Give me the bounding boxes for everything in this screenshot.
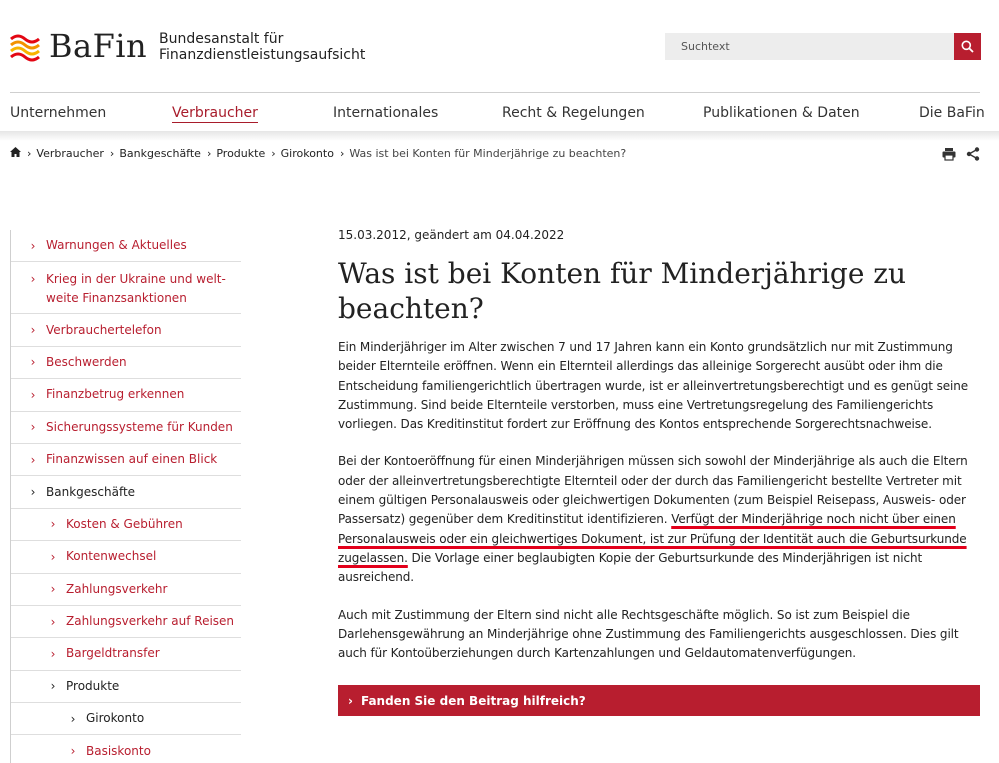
nav-item-internationales[interactable]: Internationales <box>333 105 439 121</box>
breadcrumb-separator: › <box>206 147 212 160</box>
sidebar-item-label: Bankgeschäfte <box>46 484 136 499</box>
breadcrumb-item-verbraucher[interactable]: Verbraucher <box>36 147 104 160</box>
article <box>338 228 980 663</box>
breadcrumb-item-bankgeschaefte[interactable]: Bankgeschäfte <box>119 147 201 160</box>
nav-item-die-bafin[interactable]: Die BaFin <box>919 105 985 121</box>
sidebar-item-label: Zahlungsverkehr auf Reisen <box>66 614 235 629</box>
sidebar-item-label: Kosten & Gebühren <box>66 516 183 531</box>
sidebar-item-zahlungsverkehr-reisen[interactable] <box>11 606 241 638</box>
search-bar <box>665 33 981 60</box>
sidebar-item-label: Girokonto <box>86 711 145 726</box>
article-paragraph-3: Auch mit Zustimmung der Eltern sind nicht alle Rechtsgeschäfte möglich. So ist zum Beispiel die Darlehensgewährung an Minderjährige ohne Zustimmung des Familiengerichts ausgeschlossen. Dies gilt auch für Kontoüberziehungen durch Kartenzahlungen und Geldautomatenverfügungen. <box>338 607 959 661</box>
breadcrumb-item-girokonto[interactable]: Girokonto <box>280 147 334 160</box>
chevron-right-icon: › <box>30 452 36 467</box>
sidebar-item-label <box>46 270 226 308</box>
sidebar-item-label: Beschwerden <box>46 354 127 369</box>
chevron-right-icon: › <box>50 646 56 661</box>
share-icon[interactable] <box>966 147 980 161</box>
sidebar-item-basiskonto[interactable] <box>11 735 241 763</box>
page-tools <box>942 147 980 161</box>
breadcrumb-current-page: Was ist bei Konten für Minderjährige zu beachten? <box>349 147 627 160</box>
bafin-logo[interactable] <box>9 27 148 65</box>
highlighted-sentence: Verfügt der Minderjährige noch nicht über einen Personalausweis oder ein gleichwertiges Dokument, ist zur Prüfung der Identität auch die Geburtsurkunde zugelassen. <box>338 512 967 565</box>
sidebar-item-finanzbetrug-erkennen[interactable] <box>11 379 241 411</box>
chevron-right-icon: › <box>30 272 36 287</box>
sidebar-item-label: Sicherungssysteme für Kunden <box>46 419 233 434</box>
sidebar-item-kontenwechsel[interactable] <box>11 541 241 573</box>
sidebar-item-label: Verbrauchertelefon <box>46 322 162 337</box>
feedback-toggle-button[interactable] <box>338 685 980 716</box>
page-title: Was ist bei Konten für Minderjährige zu beachten? <box>338 257 907 325</box>
bafin-logo-mark <box>9 30 41 62</box>
sidebar-item-label: Warnungen & Aktuelles <box>46 238 187 253</box>
nav-item-verbraucher[interactable]: Verbraucher <box>172 105 258 121</box>
breadcrumb-separator: › <box>271 147 276 160</box>
logo-subtitle <box>159 31 365 63</box>
chevron-right-icon: › <box>30 420 36 435</box>
chevron-right-icon: › <box>30 238 36 253</box>
breadcrumb-separator: › <box>27 147 32 160</box>
sidebar-item-kosten-gebuehren[interactable] <box>11 509 241 541</box>
logo-wordmark: BaFin <box>49 27 148 65</box>
article-paragraph-1: Ein Minderjähriger im Alter zwischen 7 und 17 Jahren kann ein Konto grundsätzlich nur mit Zustimmung beider Elternteile eröffnen. Wenn ein Elternteil allerdings das alleinige Sorgerecht ausübt oder ihm die Entscheidung familiengerichtlich übertragen wurde, ist er alleinvertretungsberechtigt und es genügt seine Zustimmung. Sind beide Elternteile verstorben, muss eine Vertretungsregelung des Familiengerichts vorliegen. Das Kreditinstitut fordert zur Eröffnung des Kontos entsprechende Sorgerechtsnachweise. <box>338 340 969 432</box>
sidebar-item-krieg-ukraine[interactable] <box>11 262 241 314</box>
sidebar-item-label-line1: Krieg in der Ukraine und welt- <box>46 272 226 287</box>
sidebar-item-finanzwissen[interactable] <box>11 444 241 476</box>
sidebar-item-label: Kontenwechsel <box>66 549 157 564</box>
sidebar-item-produkte[interactable] <box>11 671 241 703</box>
chevron-right-icon: › <box>30 485 36 500</box>
sidebar-item-girokonto[interactable] <box>11 703 241 735</box>
chevron-right-icon: › <box>50 517 56 532</box>
nav-item-publikationen-daten[interactable]: Publikationen & Daten <box>703 105 860 121</box>
chevron-right-icon: › <box>50 679 56 694</box>
nav-item-recht-regelungen[interactable]: Recht & Regelungen <box>502 105 645 121</box>
sidebar-item-label: Produkte <box>66 678 120 693</box>
paragraph-2-start: Bei der Kontoeröffnung für einen Minderjährigen müssen sich sowohl der Minderjährige als auch die Eltern oder der alleinvertretungsberechtigte Elternteil oder der durch das Familiengericht bestellte Vertreter mit einem gültigen Personalausweis oder gleichwertigen Dokumenten (zum Beispiel Reisepass, Ausweis- oder Passersatz) gegenüber dem Kreditinstitut identifizieren. <box>338 454 968 527</box>
main-navigation <box>0 93 999 131</box>
sidebar-item-label: Zahlungsverkehr <box>66 581 168 596</box>
sidebar-navigation <box>10 230 241 763</box>
breadcrumb <box>10 147 626 160</box>
chevron-right-icon: › <box>50 582 56 597</box>
sidebar-item-bargeldtransfer[interactable] <box>11 638 241 670</box>
print-icon[interactable] <box>942 147 956 161</box>
article-date: 15.03.2012, geändert am 04.04.2022 <box>338 228 565 242</box>
nav-shadow <box>0 131 999 141</box>
search-button[interactable] <box>954 33 981 60</box>
sidebar-item-label: Bargeldtransfer <box>66 646 160 661</box>
logo-subtitle-line2: Finanzdienstleistungsaufsicht <box>159 47 366 63</box>
chevron-right-icon: › <box>70 744 76 759</box>
sidebar-item-sicherungssysteme[interactable] <box>11 412 241 444</box>
logo-subtitle-line1: Bundesanstalt für <box>159 31 284 47</box>
sidebar-item-verbrauchertelefon[interactable] <box>11 314 241 346</box>
chevron-right-icon: › <box>50 614 56 629</box>
chevron-right-icon: › <box>70 711 76 726</box>
sidebar-item-label: Basiskonto <box>86 743 151 758</box>
paragraph-2-end: Die Vorlage einer beglaubigten Kopie der Geburtsurkunde des Minderjährigen ist nicht ausreichend. <box>338 550 923 585</box>
chevron-right-icon: › <box>30 323 36 338</box>
sidebar-item-warnungen-aktuelles[interactable] <box>11 230 241 262</box>
sidebar-item-label-line2: weite Finanzsanktionen <box>46 291 187 306</box>
breadcrumb-separator: › <box>109 147 115 160</box>
sidebar-item-label: Finanzbetrug erkennen <box>46 387 185 402</box>
breadcrumb-item-produkte[interactable]: Produkte <box>216 147 266 160</box>
search-icon <box>961 40 974 53</box>
sidebar-item-beschwerden[interactable] <box>11 347 241 379</box>
chevron-right-icon: › <box>30 355 36 370</box>
sidebar-item-bankgeschaefte[interactable] <box>11 476 241 508</box>
breadcrumb-separator: › <box>339 147 345 160</box>
chevron-right-icon: › <box>348 693 353 708</box>
chevron-right-icon: › <box>30 387 36 402</box>
home-icon[interactable] <box>10 147 21 160</box>
feedback-label: Fanden Sie den Beitrag hilfreich? <box>360 693 586 708</box>
sidebar-item-label: Finanzwissen auf einen Blick <box>46 452 218 467</box>
chevron-right-icon: › <box>50 549 56 564</box>
article-paragraph-2 <box>338 452 980 587</box>
search-input[interactable] <box>665 33 954 60</box>
sidebar-item-zahlungsverkehr[interactable] <box>11 574 241 606</box>
nav-item-unternehmen[interactable]: Unternehmen <box>10 105 107 121</box>
